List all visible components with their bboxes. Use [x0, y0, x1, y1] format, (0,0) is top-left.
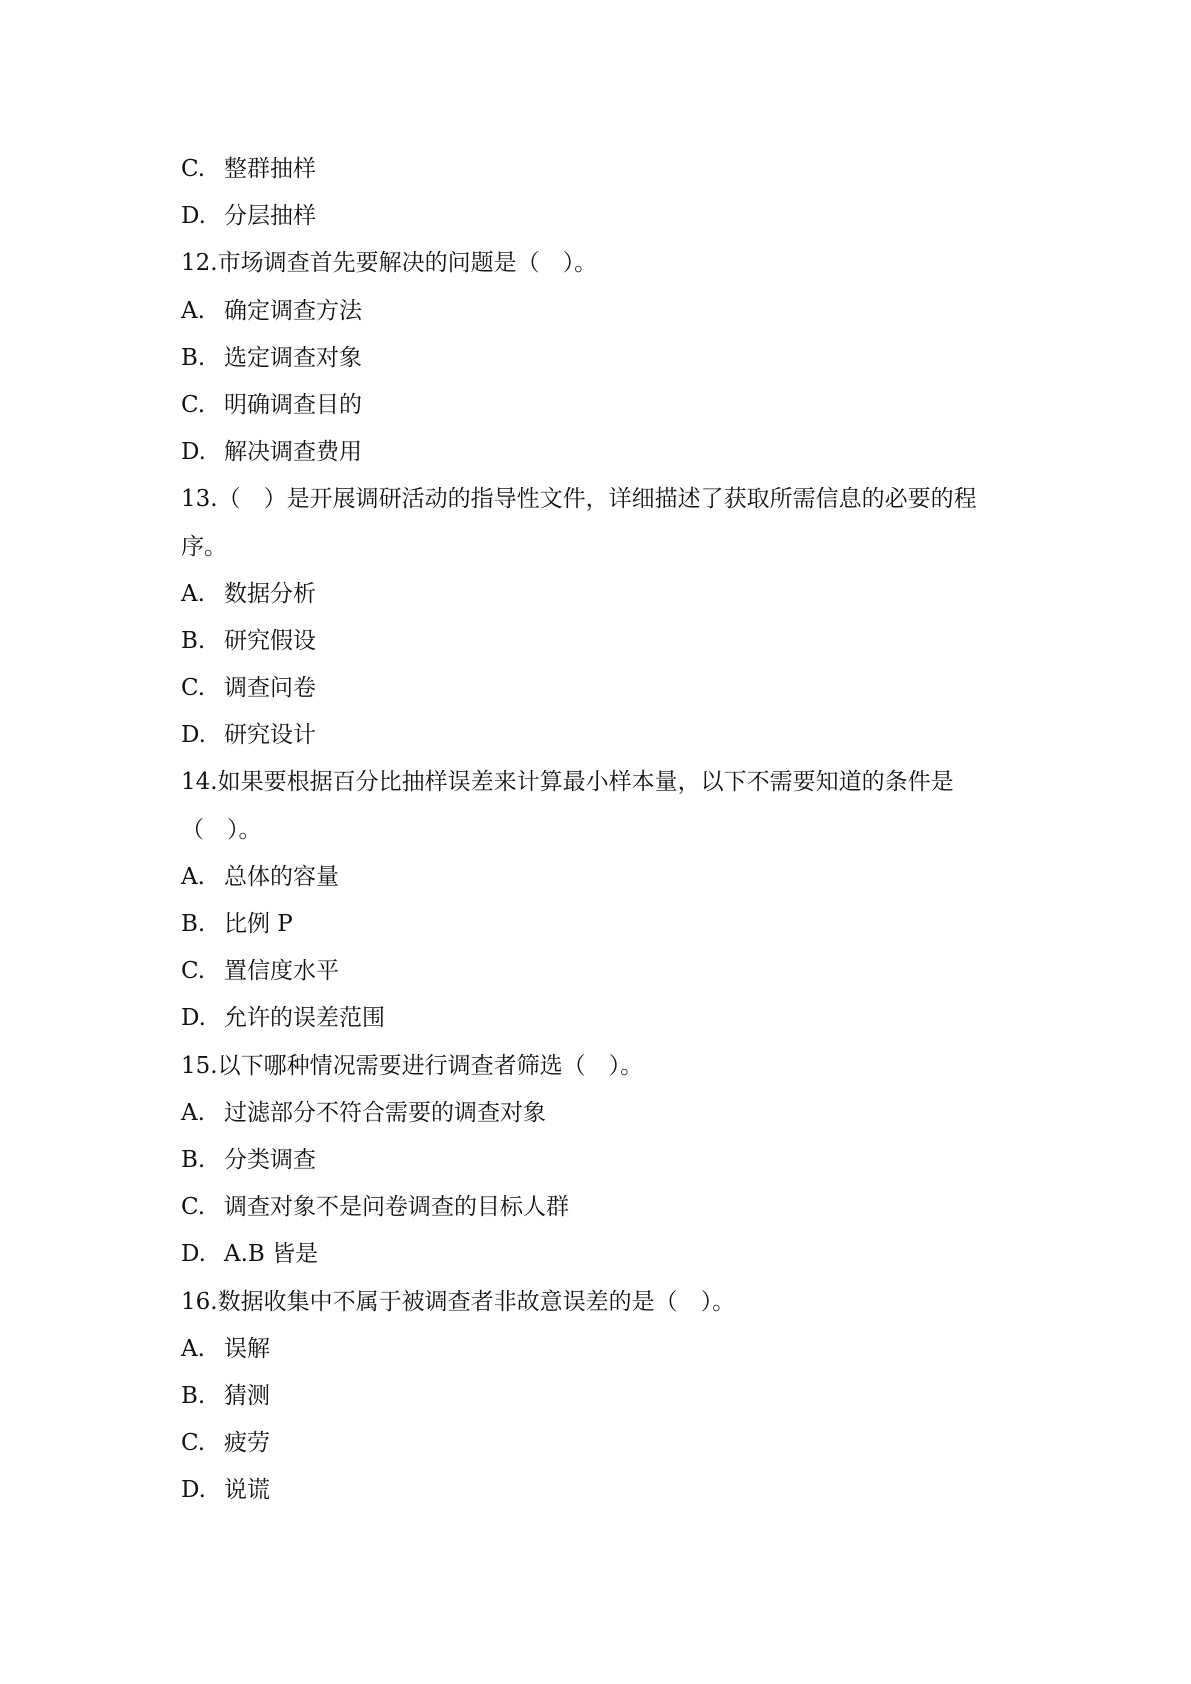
option-line	[181, 901, 1031, 948]
option-line	[181, 995, 1031, 1042]
option-text: 整群抽样	[224, 156, 316, 182]
option-line	[181, 948, 1031, 995]
option-line	[181, 193, 1031, 240]
option-letter: B.	[181, 344, 206, 371]
option-text: 猜测	[224, 1382, 270, 1409]
option-text: 比例 P	[224, 911, 293, 937]
option-text: 明确调查目的	[224, 391, 362, 418]
option-text: 分层抽样	[224, 203, 316, 230]
question-text: 12.市场调查首先要解决的问题是（ ）。	[181, 250, 598, 277]
option-text: 选定调查对象	[224, 344, 362, 371]
option-line	[181, 571, 1031, 618]
option-letter: A.	[181, 863, 205, 890]
option-line	[181, 1420, 1031, 1467]
option-text: 过滤部分不符合需要的调查对象	[224, 1099, 546, 1126]
option-letter: B.	[181, 1146, 206, 1173]
option-letter: C.	[181, 958, 206, 985]
option-letter: D.	[181, 722, 206, 749]
option-letter: A.	[181, 297, 205, 324]
option-line	[181, 429, 1031, 476]
option-line	[181, 712, 1031, 759]
question-text-continuation: 序。	[181, 533, 227, 560]
option-letter: C.	[181, 675, 206, 702]
option-line	[181, 1326, 1031, 1373]
option-letter: B.	[181, 911, 206, 937]
option-text: 说谎	[224, 1477, 270, 1504]
option-letter: C.	[181, 156, 206, 182]
option-text: 调查问卷	[224, 675, 316, 702]
option-text: A.B 皆是	[224, 1241, 319, 1268]
option-line	[181, 618, 1031, 665]
option-letter: D.	[181, 1241, 206, 1268]
option-letter: A.	[181, 1099, 205, 1126]
option-letter: D.	[181, 1005, 206, 1032]
option-text: 允许的误差范围	[224, 1005, 385, 1032]
option-letter: C.	[181, 391, 206, 418]
option-line	[181, 1184, 1031, 1231]
question-text: 14.如果要根据百分比抽样误差来计算最小样本量，以下不需要知道的条件是	[181, 769, 954, 796]
option-line	[181, 1090, 1031, 1137]
question-list	[181, 146, 1031, 1514]
option-letter: B.	[181, 627, 206, 654]
question-text-continuation: （ ）。	[181, 816, 262, 843]
option-letter: D.	[181, 1477, 206, 1504]
option-letter: C.	[181, 1430, 206, 1457]
option-text: 总体的容量	[224, 863, 339, 890]
question-text: 16.数据收集中不属于被调查者非故意误差的是（ ）。	[181, 1288, 736, 1315]
option-line	[181, 1467, 1031, 1514]
option-line	[181, 854, 1031, 901]
option-text: 研究设计	[224, 722, 316, 749]
option-text: 疲劳	[224, 1430, 270, 1457]
option-letter: A.	[181, 1335, 205, 1362]
option-text: 分类调查	[224, 1146, 316, 1173]
option-text: 调查对象不是问卷调查的目标人群	[224, 1194, 569, 1221]
option-line	[181, 146, 1031, 193]
option-letter: D.	[181, 439, 206, 466]
option-text: 置信度水平	[224, 958, 339, 985]
question-text: 15.以下哪种情况需要进行调查者筛选（ ）。	[181, 1052, 644, 1079]
option-text: 研究假设	[224, 627, 316, 654]
option-line	[181, 1373, 1031, 1420]
option-letter: C.	[181, 1194, 206, 1221]
option-line	[181, 382, 1031, 429]
option-text: 数据分析	[224, 580, 316, 607]
option-letter: A.	[181, 580, 205, 607]
option-line	[181, 1137, 1031, 1184]
option-letter: B.	[181, 1382, 206, 1409]
option-line	[181, 335, 1031, 382]
option-letter: D.	[181, 203, 206, 230]
question-text: 13.（ ）是开展调研活动的指导性文件，详细描述了获取所需信息的必要的程	[181, 486, 977, 513]
option-line	[181, 288, 1031, 335]
option-line	[181, 665, 1031, 712]
option-text: 解决调查费用	[224, 439, 362, 466]
option-text: 确定调查方法	[224, 297, 362, 324]
option-text: 误解	[224, 1335, 270, 1362]
option-line	[181, 1231, 1031, 1278]
